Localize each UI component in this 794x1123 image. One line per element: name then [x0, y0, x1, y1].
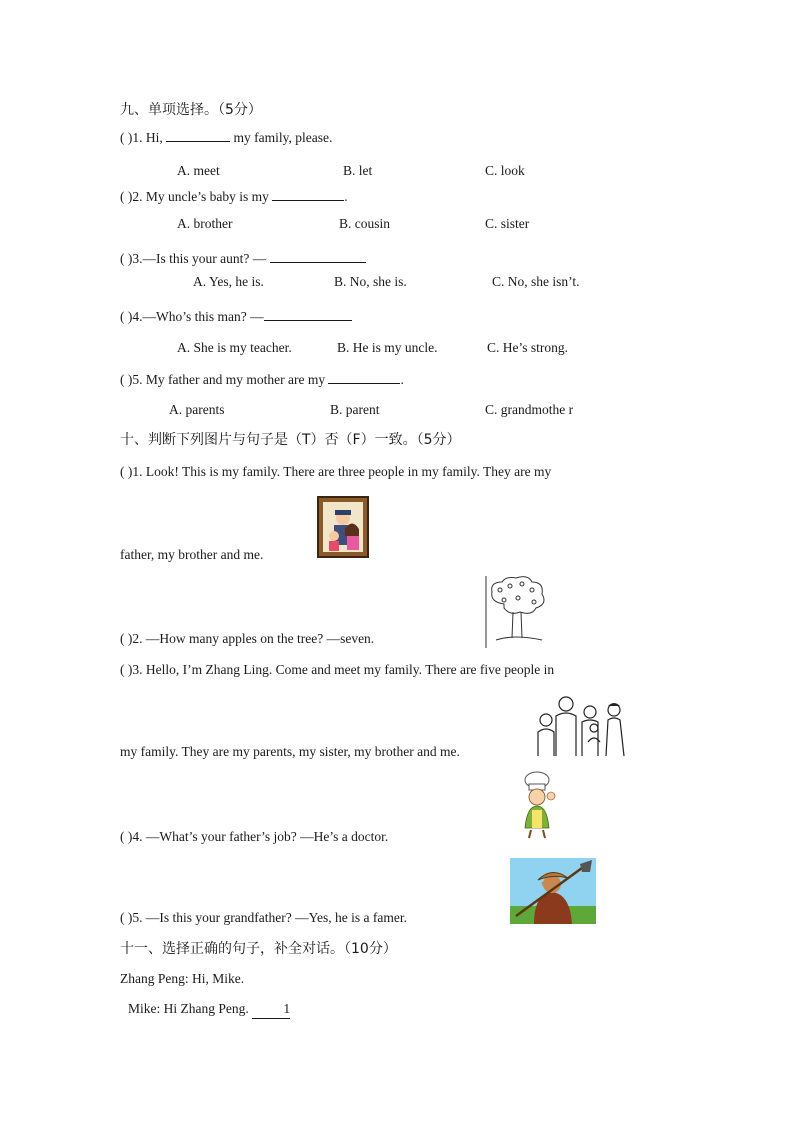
answer-paren[interactable]: ( )	[120, 130, 133, 145]
option-a[interactable]: A. parents	[169, 402, 225, 417]
option-b[interactable]: B. parent	[330, 402, 380, 417]
section-11-heading: 十一、选择正确的句子，补全对话。（10分）	[120, 941, 397, 957]
question-4	[120, 307, 352, 326]
option-c[interactable]: C. look	[485, 163, 525, 178]
section-9-heading: 九、单项选择。（5分）	[120, 102, 262, 118]
apple-tree-image	[484, 574, 550, 654]
judge-item-3	[120, 661, 554, 679]
item-text: 2. —How many apples on the tree? —seven.	[132, 631, 375, 646]
question-stem: 5. My father and my mother are my	[132, 372, 329, 387]
option-a[interactable]: A. brother	[177, 216, 233, 231]
answer-paren[interactable]: ( )	[120, 631, 133, 646]
answer-paren[interactable]: ( )	[120, 662, 133, 677]
option-c[interactable]: C. sister	[485, 216, 530, 231]
question-stem: 4.—Who’s this man? —	[132, 309, 264, 324]
judge-item-5	[120, 909, 407, 927]
question-2	[120, 187, 348, 206]
judge-item-2	[120, 630, 374, 648]
question-stem-end: my family, please.	[230, 130, 333, 145]
answer-blank[interactable]	[264, 307, 352, 321]
option-b[interactable]: B. No, she is.	[334, 274, 407, 289]
answer-paren[interactable]: ( )	[120, 910, 133, 925]
question-3	[120, 249, 366, 268]
judge-item-1-continued: father, my brother and me.	[120, 547, 264, 562]
option-c[interactable]: C. He’s strong.	[487, 340, 568, 355]
option-c[interactable]: C. No, she isn’t.	[492, 274, 580, 289]
item-text: 4. —What’s your father’s job? —He’s a doctor.	[132, 829, 389, 844]
answer-paren[interactable]: ( )	[120, 251, 133, 266]
question-stem-end: .	[400, 372, 404, 387]
option-a[interactable]: A. Yes, he is.	[193, 274, 264, 289]
dialogue-line-2	[128, 1000, 290, 1019]
dialogue-blank-1[interactable]	[252, 1000, 290, 1019]
answer-blank[interactable]	[270, 249, 366, 263]
option-b[interactable]: B. He is my uncle.	[337, 340, 438, 355]
option-a[interactable]: A. She is my teacher.	[177, 340, 292, 355]
question-stem: 2. My uncle’s baby is my	[132, 189, 273, 204]
option-c[interactable]: C. grandmothe r	[485, 402, 574, 417]
dialogue-line-1: Zhang Peng: Hi, Mike.	[120, 971, 245, 986]
question-stem: 3.—Is this your aunt? —	[132, 251, 270, 266]
question-5	[120, 370, 404, 389]
farmer-image	[510, 858, 596, 928]
question-stem: 1. Hi,	[132, 130, 167, 145]
judge-item-3-continued: my family. They are my parents, my sister, my brother and me.	[120, 744, 460, 759]
answer-paren[interactable]: ( )	[120, 189, 133, 204]
answer-blank[interactable]	[166, 128, 230, 142]
item-text: 1. Look! This is my family. There are three people in my family. They are my	[132, 464, 552, 479]
family-photo-frame-image	[317, 496, 369, 562]
option-a[interactable]: A. meet	[177, 163, 220, 178]
section-10-heading: 十、判断下列图片与句子是（T）否（F）一致。（5分）	[120, 432, 461, 448]
answer-blank[interactable]	[272, 187, 344, 201]
answer-paren[interactable]: ( )	[120, 309, 133, 324]
answer-blank[interactable]	[328, 370, 400, 384]
judge-item-1	[120, 463, 551, 481]
answer-paren[interactable]: ( )	[120, 464, 133, 479]
answer-paren[interactable]: ( )	[120, 372, 133, 387]
dialogue-text: Mike: Hi Zhang Peng.	[128, 1001, 253, 1016]
option-b[interactable]: B. cousin	[339, 216, 391, 231]
answer-paren[interactable]: ( )	[120, 829, 133, 844]
blank-number: 1	[283, 1001, 291, 1016]
chef-image	[515, 770, 559, 844]
option-b[interactable]: B. let	[343, 163, 373, 178]
item-text: 5. —Is this your grandfather? —Yes, he is a famer.	[132, 910, 407, 925]
judge-item-4	[120, 828, 388, 846]
question-stem-end: .	[344, 189, 348, 204]
family-group-image	[532, 690, 632, 762]
question-1	[120, 128, 332, 147]
item-text: 3. Hello, I’m Zhang Ling. Come and meet my family. There are five people in	[132, 662, 555, 677]
